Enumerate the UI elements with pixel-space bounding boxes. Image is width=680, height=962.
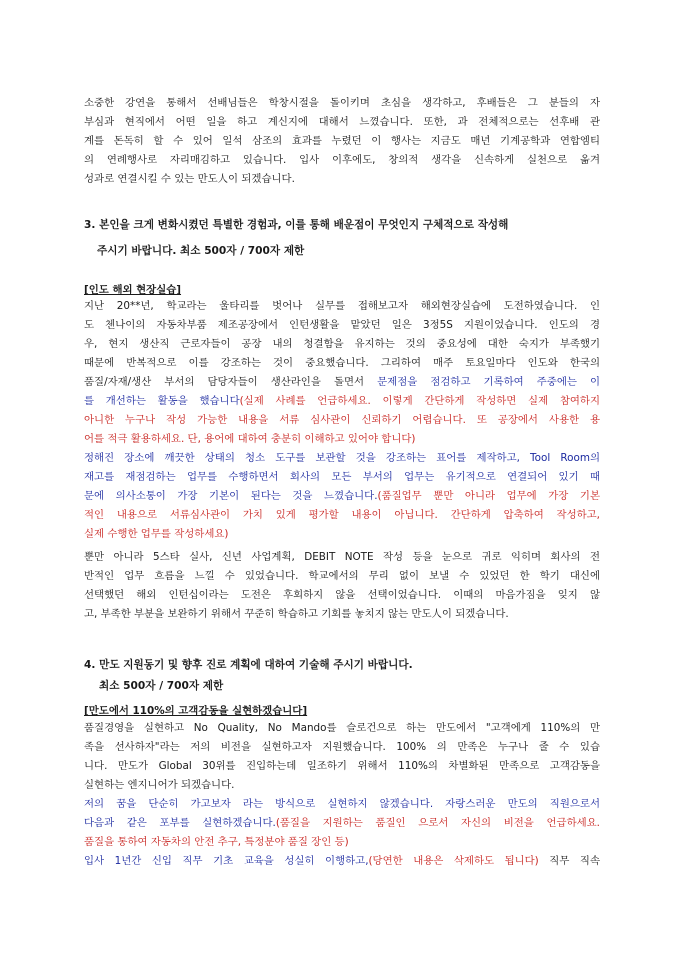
text-line (84, 776, 600, 795)
question-3-answer-part2 (84, 548, 600, 624)
text-line (84, 449, 600, 468)
section-heading: [만도에서 110%의 고객감동을 실현하겠습니다] (84, 705, 308, 717)
text-line (84, 316, 600, 335)
text-line: 부심과 현직에서 어떤 일을 하고 계신지에 대해서 느꼈습니다. 또한, 과 전체적으로는 선후배 관 (84, 116, 600, 128)
question-3-title-line2: 주시기 바랍니다. 최소 500자 / 700자 제한 (97, 245, 305, 257)
text-line (84, 814, 600, 833)
text-line (84, 719, 600, 738)
section-heading: [인도 해외 현장실습] (84, 284, 182, 296)
text-line (84, 392, 600, 411)
reviewer-comment: (품질을 지원하는 품질인 으로서 자신의 비전을 언급하세요. (275, 817, 600, 829)
text-line: 고, 부족한 부분을 보완하기 위해서 꾸준히 학습하고 기회를 놓치지 않는 만도人이 되겠습니다. (84, 608, 509, 620)
text-line (84, 411, 600, 430)
question-3-answer-part1 (84, 297, 600, 544)
text-line (84, 506, 600, 525)
text-segment: 지난 20**년, 학교라는 울타리를 벗어나 실무를 접해보고자 해외현장실습에 도전하였습니다. 인 (84, 300, 600, 312)
highlighted-text: 정해진 장소에 깨끗한 상태의 청소 도구를 보관할 것을 강조하는 표어를 제작하고, Tool Room의 (84, 452, 600, 464)
question-4-title (84, 656, 600, 696)
question-4-title-line2: 최소 500자 / 700자 제한 (99, 680, 224, 692)
highlighted-text: 재고를 재점검하는 업무를 수행하면서 회사의 모든 부서의 업무는 유기적으로 연결되어 있기 때 (84, 471, 600, 483)
question-3-title (84, 216, 600, 261)
text-line (84, 373, 600, 392)
highlighted-text: 저의 꿈을 단순히 가고보자 라는 방식으로 실현하지 않겠습니다. 자랑스러운 만도의 직원으로서 (84, 798, 600, 810)
text-segment: 실현하는 엔지니어가 되겠습니다. (84, 779, 235, 791)
reviewer-comment: 실제 수행한 업무를 작성하세요) (84, 528, 229, 540)
text-segment: 우, 현지 생산직 근로자들이 공장 내의 청결함을 유지하는 것의 중요성에 대한 숙지가 부족했기 (84, 338, 600, 350)
reviewer-comment: 어를 적극 활용하세요. 단, 용어에 대하여 충분히 이해하고 있어야 합니다) (84, 433, 416, 445)
text-line (84, 833, 600, 852)
text-segment: 니다. 만도가 Global 30위를 진입하는데 일조하기 위해서 110%의 차별화된 만족으로 고객감동을 (84, 760, 600, 772)
reviewer-comment: (실제 사례를 언급하세요. 이렇게 간단하게 작성하면 실제 참여하지 (239, 395, 600, 407)
text-line: 뿐만 아니라 5스타 실사, 신년 사업계획, DEBIT NOTE 작성 등을 눈으로 귀로 익히며 회사의 전 (84, 551, 600, 563)
intro-paragraph (84, 94, 600, 189)
text-line (84, 795, 600, 814)
highlighted-text: 다음과 같은 포부를 실현하겠습니다. (84, 817, 276, 829)
text-segment: 때문에 반복적으로 이를 강조하는 것이 중요했습니다. 그리하여 매주 토요일마다 인도와 한국의 (84, 357, 600, 369)
text-segment: 족을 선사하자"라는 저의 비전을 실현하고자 지원했습니다. 100% 의 만족은 누구나 줄 수 있습 (84, 741, 600, 753)
highlighted-text: 입사 1년간 신입 직무 기초 교육을 성실히 이행하고, (84, 855, 369, 867)
text-segment: 직무 직속 (538, 855, 600, 867)
text-segment: 품질경영을 실현하고 No Quality, No Mando를 슬로건으로 하는 만도에서 "고객에게 110%의 만 (84, 722, 600, 734)
text-segment: 품질/자재/생산 부서의 담당자들이 생산라인을 돌면서 (84, 376, 378, 388)
text-line (84, 335, 600, 354)
text-line: 소중한 강연을 통해서 선배님들은 학창시절을 돌이키며 초심을 생각하고, 후배들은 그 분들의 자 (84, 97, 600, 109)
text-line (84, 525, 600, 544)
highlighted-text: 문제점을 점검하고 기록하여 주중에는 이 (377, 376, 600, 388)
highlighted-text: 문에 의사소통이 가장 기본이 된다는 것을 느꼈습니다. (84, 490, 378, 502)
highlighted-text: 를 개선하는 활동을 했습니다 (84, 395, 240, 407)
text-line (84, 354, 600, 373)
text-line (84, 738, 600, 757)
question-4-answer (84, 719, 600, 871)
reviewer-comment: (당연한 내용은 삭제하도 됩니다) (368, 855, 539, 867)
reviewer-comment: 아니한 누구나 작성 가능한 내용을 서류 심사관이 신뢰하기 어렵습니다. 또 공장에서 사용한 용 (84, 414, 600, 426)
text-line: 선택했던 해외 인턴십이라는 도전은 후회하지 않을 선택이었습니다. 이때의 마음가짐을 잊지 않 (84, 589, 600, 601)
reviewer-comment: 적인 내용으로 서류심사관이 가치 있게 평가할 내용이 아닙니다. 간단하게 압축하여 작성하고, (84, 509, 600, 521)
question-3-title-line1: 3. 본인을 크게 변화시켰던 특별한 경험과, 이를 통해 배운점이 무엇인지 구체적으로 작성해 (84, 219, 509, 231)
text-line (84, 297, 600, 316)
text-line: 성과로 연결시킬 수 있는 만도人이 되겠습니다. (84, 173, 295, 185)
text-line (84, 487, 600, 506)
reviewer-comment: (품질업무 뿐만 아니라 업무에 가장 기본 (377, 490, 600, 502)
text-segment: 도 첸나이의 자동차부품 제조공장에서 인턴생활을 맡았던 일은 3정5S 지원이었습니다. 인도의 경 (84, 319, 600, 331)
text-line: 의 연례행사로 자리매김하고 있습니다. 입사 이후에도, 창의적 생각을 신속하게 실천으로 옮겨 (84, 154, 600, 166)
reviewer-comment: 품질을 통하여 자동차의 안전 추구, 특정분야 품질 장인 등) (84, 836, 349, 848)
text-line: 반적인 업무 흐름을 느낄 수 있었습니다. 학교에서의 무리 없이 보낼 수 있었던 한 학기 대신에 (84, 570, 600, 582)
text-line (84, 852, 600, 871)
text-line (84, 757, 600, 776)
question-4-title-line1: 4. 만도 지원동기 및 향후 진로 계획에 대하여 기술해 주시기 바랍니다. (84, 659, 413, 671)
text-line (84, 468, 600, 487)
text-line: 계를 돈독히 할 수 있어 일석 삼조의 효과를 누렸던 이 행사는 지금도 매년 기계공학과 연합엠티 (84, 135, 600, 147)
text-line (84, 430, 600, 449)
